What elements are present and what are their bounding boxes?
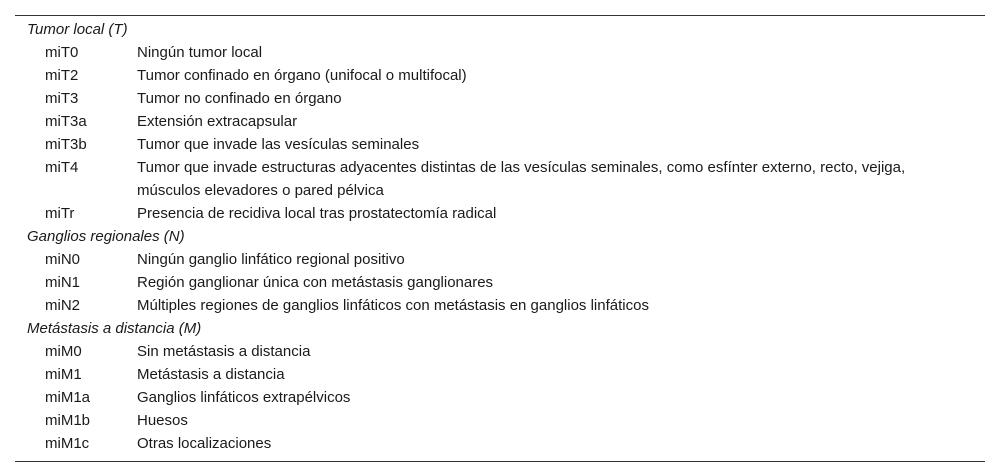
section-title-metastasis-distancia: Metástasis a distancia (M) (27, 320, 202, 337)
row-description: Metástasis a distancia (137, 366, 285, 383)
row-description: Ningún tumor local (137, 44, 263, 61)
row-description: Ganglios linfáticos extrapélvicos (137, 389, 351, 406)
table-row (15, 340, 985, 363)
row-description: Extensión extracapsular (137, 113, 298, 130)
table-row (15, 363, 985, 386)
staging-table (15, 15, 985, 462)
row-description: Tumor no confinado en órgano (137, 90, 342, 107)
row-code: miT3 (45, 90, 79, 107)
table-row (15, 432, 985, 455)
row-code: miT0 (45, 44, 79, 61)
table-row (15, 271, 985, 294)
row-code: miN2 (45, 297, 81, 314)
row-code: miM1b (45, 412, 91, 429)
table-row (15, 294, 985, 317)
row-description: Tumor que invade estructuras adyacentes distintas de las vesículas seminales, como esfínter externo, recto, vejiga, músculos elevadores o pared pélvica (137, 159, 906, 199)
section-title-ganglios-regionales: Ganglios regionales (N) (27, 228, 185, 245)
row-description: Múltiples regiones de ganglios linfáticos con metástasis en ganglios linfáticos (137, 297, 649, 314)
table-row (15, 156, 985, 202)
table-row (15, 87, 985, 110)
row-description: Sin metástasis a distancia (137, 343, 311, 360)
table-row (15, 386, 985, 409)
table-row (15, 41, 985, 64)
row-code: miT3a (45, 113, 87, 130)
table-row (15, 248, 985, 271)
row-description: Ningún ganglio linfático regional positivo (137, 251, 405, 268)
row-description: Región ganglionar única con metástasis ganglionares (137, 274, 494, 291)
row-description: Otras localizaciones (137, 435, 272, 452)
row-description: Huesos (137, 412, 188, 429)
section-title-tumor-local: Tumor local (T) (27, 21, 128, 38)
row-code: miM1a (45, 389, 91, 406)
table-row (15, 64, 985, 87)
row-code: miN1 (45, 274, 81, 291)
row-code: miT4 (45, 159, 79, 176)
row-code: miT2 (45, 67, 79, 84)
table-row (15, 133, 985, 156)
row-description: Tumor que invade las vesículas seminales (137, 136, 420, 153)
row-code: miM0 (45, 343, 82, 360)
table-row (15, 409, 985, 432)
row-code: miTr (45, 205, 75, 222)
row-code: miN0 (45, 251, 81, 268)
row-code: miM1 (45, 366, 82, 383)
table-row (15, 202, 985, 225)
row-description: Tumor confinado en órgano (unifocal o multifocal) (137, 67, 467, 84)
table-row (15, 110, 985, 133)
row-description: Presencia de recidiva local tras prostatectomía radical (137, 205, 497, 222)
row-code: miM1c (45, 435, 90, 452)
row-code: miT3b (45, 136, 87, 153)
